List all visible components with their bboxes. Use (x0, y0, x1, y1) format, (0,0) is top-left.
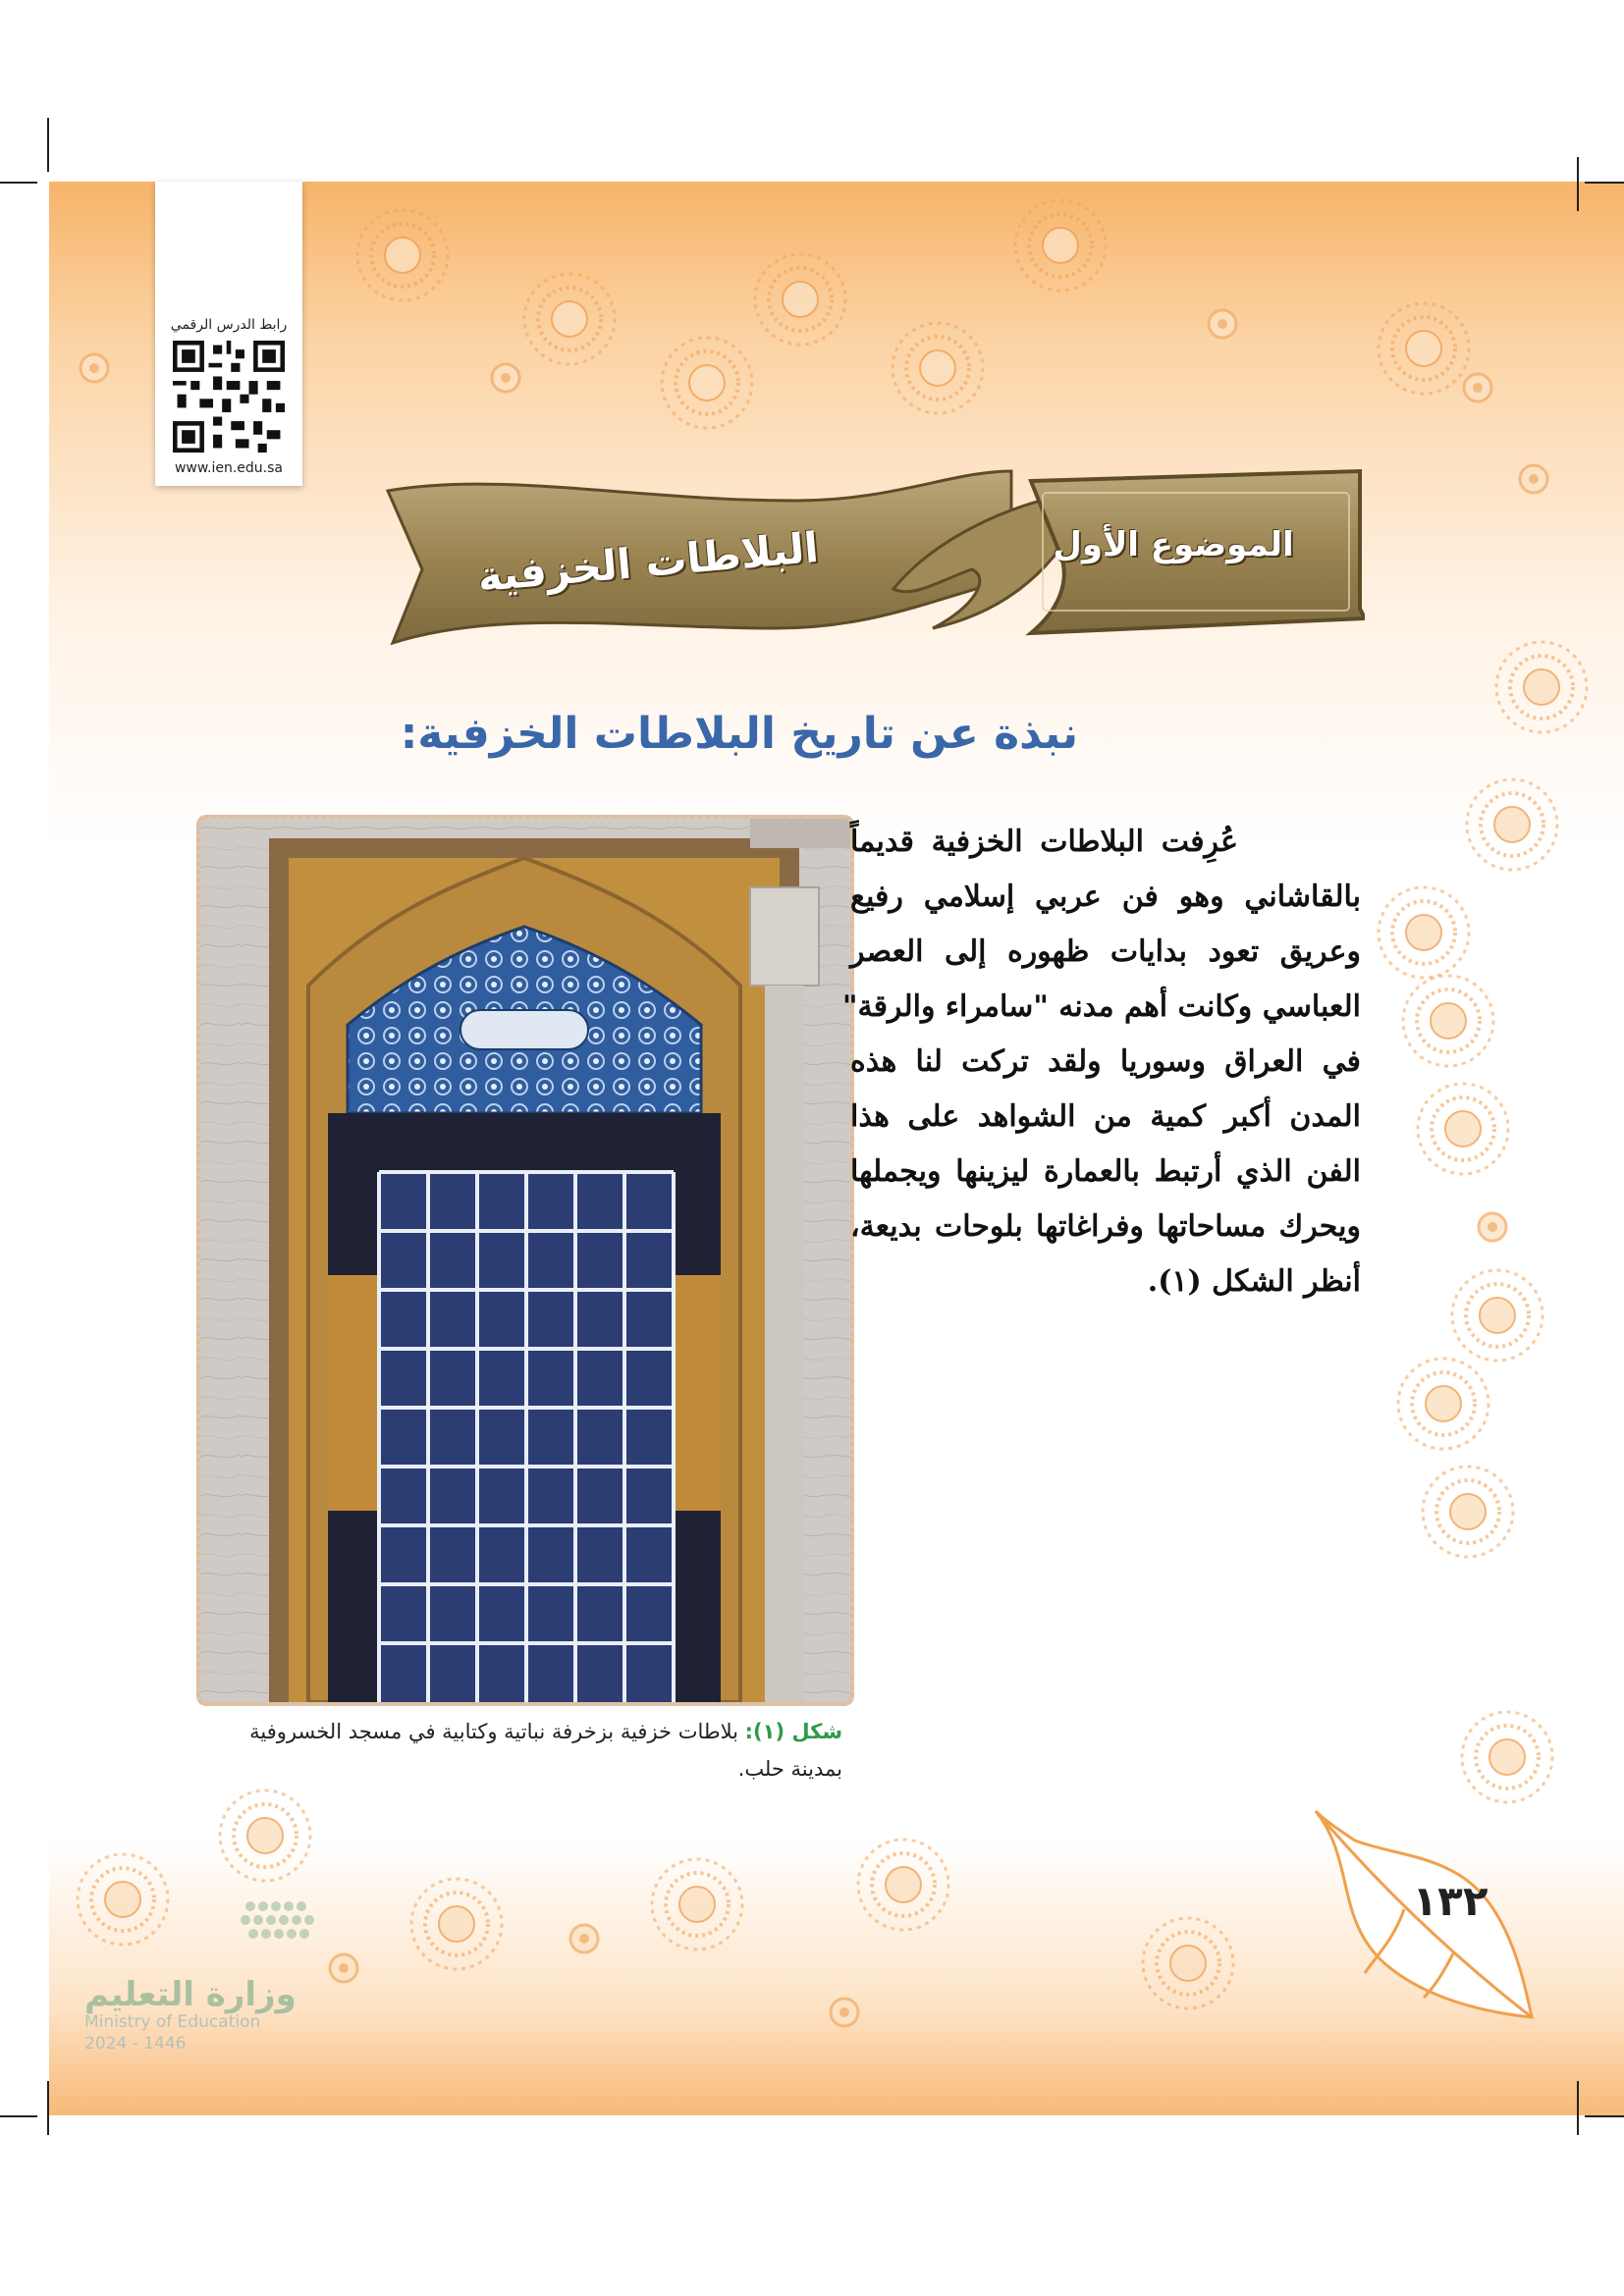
body-line: العباسي وكانت أهم مدنه "سامراء والرقة" (841, 989, 1361, 1024)
figure-caption (192, 1713, 842, 1788)
crop-mark (1577, 2081, 1579, 2135)
body-line: المدن أكبر كمية من الشواهد على هذا (850, 1099, 1361, 1134)
body-line: ويحرك مساحاتها وفراغاتها بلوحات بديعة، (850, 1209, 1361, 1244)
crop-mark (0, 2115, 37, 2117)
body-line: عُرِفت البلاطات الخزفية قديماً (850, 825, 1238, 859)
qr-code-icon[interactable] (173, 341, 285, 453)
body-paragraph (841, 815, 1361, 1309)
ministry-name-ar: وزارة التعليم (84, 1975, 297, 2014)
crop-mark (47, 118, 49, 172)
qr-card[interactable] (155, 182, 302, 486)
body-line: الفن الذي أرتبط بالعمارة ليزينها ويجملها (850, 1154, 1361, 1189)
body-line: بالقاشاني وهو فن عربي إسلامي رفيع (850, 880, 1361, 914)
figure-photo (196, 815, 854, 1706)
page-number: ١٣٢ (1412, 1877, 1489, 1925)
caption-text: بلاطات خزفية بزخرفة نباتية وكتابية في مسجد الخسروفية بمدينة حلب. (249, 1720, 842, 1781)
qr-url[interactable]: www.ien.edu.sa (174, 460, 284, 476)
section-heading: نبذة عن تاريخ البلاطات الخزفية: (400, 709, 1078, 759)
qr-label: رابط الدرس الرقمي (170, 317, 288, 333)
crop-mark (1585, 182, 1624, 184)
crop-mark (1577, 157, 1579, 211)
body-line: أنظر الشكل (١). (1147, 1264, 1361, 1299)
crop-mark (0, 182, 37, 184)
body-line: في العراق وسوريا ولقد تركت لنا هذه (850, 1044, 1361, 1079)
ministry-name-en: Ministry of Education (84, 2012, 261, 2032)
caption-label: شكل (١): (744, 1720, 842, 1743)
crop-mark (47, 2081, 49, 2135)
body-line: وعريق تعود بدايات ظهوره إلى العصر (850, 934, 1361, 969)
mosque-window-illustration (200, 819, 850, 1702)
lesson-title: البلاطات الخزفية (475, 522, 821, 602)
crop-mark (1585, 2115, 1624, 2117)
topic-label: الموضوع الأول (1053, 525, 1294, 564)
ministry-year: 2024 - 1446 (84, 2034, 187, 2054)
